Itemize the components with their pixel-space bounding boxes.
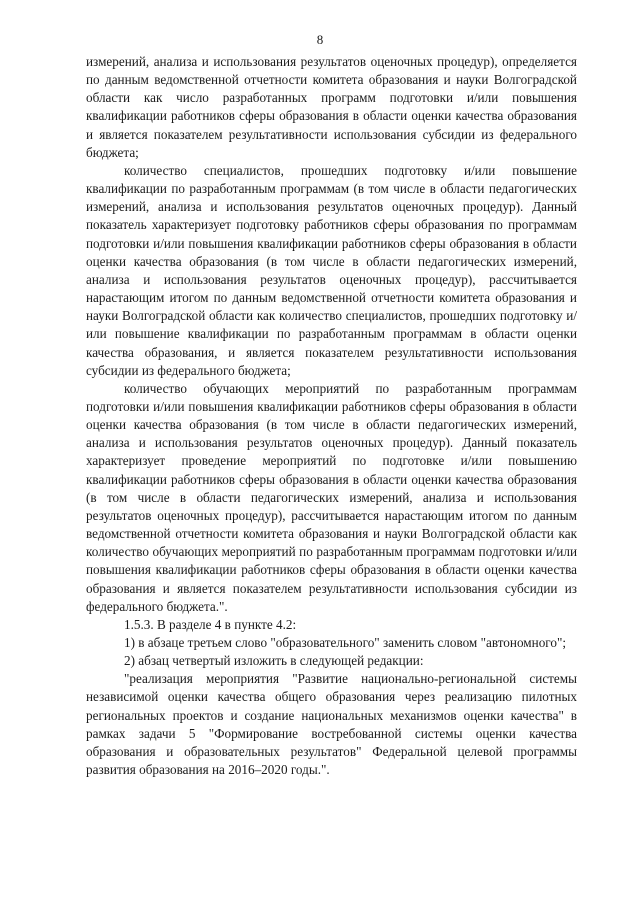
paragraph-5: 1) в абзаце третьем слово "образовательного" заменить словом "автономного"; xyxy=(124,635,567,650)
paragraph-7: "реализация мероприятия "Развитие национально-региональной системы независимой оценки качества общего образования через реализацию пилотных региональных проектов и создание национальных механизмов оценки качества" в рамках задачи 5 "Формирование востребованной системы оценки качества образования и образовательных результатов" Федеральной целевой программы развития образования на 2016–2020 годы.". xyxy=(86,671,577,778)
paragraph-2: количество специалистов, прошедших подготовку и/или повышение квалификации по разработанным программам (в том числе в области педагогических измерений, анализа и использования результатов оценочных процедур). Данный показатель характеризует подготовку работников сферы образования по программам подготовки и/или повышения квалификации работников сферы образования в области оценки качества образования (в том числе в области педагогических измерений, анализа и использования результатов оценочных процедур), рассчитывается нарастающим итогом по данным ведомственной отчетности комитета образования и науки Волгоградской области как количество специалистов, прошедших подготовку и/или повышение квалификации по разработанным программам в области оценки качества образования, и является показателем результативности использования субсидии из федерального бюджета; xyxy=(86,162,577,378)
paragraph-1: измерений, анализа и использования результатов оценочных процедур), определяется по данным ведомственной отчетности комитета образования и науки Волгоградской области как число разработанных программ подготовки и/или повышения квалификации работников сферы образования в области оценки качества образования и является показателем результативности использования субсидии из федерального бюджета; xyxy=(86,54,577,160)
paragraph-3: количество обучающих мероприятий по разработанным программам подготовки и/или повышения квалификации работников сферы образования в области оценки качества образования (в том числе в области педагогических измерений, анализа и использования результатов оценочных процедур). Данный показатель характеризует проведение мероприятий по подготовке и/или повышению квалификации работников сферы образования в области оценки качества образования (в том числе в области педагогических измерений, анализа и использования результатов оценочных процедур), рассчитывается нарастающим итогом по данным ведомственной отчетности комитета образования и науки Волгоградской области как количество обучающих мероприятий по разработанным программам подготовки и/или повышения квалификации работников сферы образования в области оценки качества образования и является показателем результативности использования субсидии из федерального бюджета.". xyxy=(86,380,577,614)
page-number: 8 xyxy=(316,32,324,47)
paragraph-4: 1.5.3. В разделе 4 в пункте 4.2: xyxy=(124,616,297,632)
document-body xyxy=(86,53,577,779)
paragraph-6: 2) абзац четвертый изложить в следующей редакции: xyxy=(124,653,424,669)
